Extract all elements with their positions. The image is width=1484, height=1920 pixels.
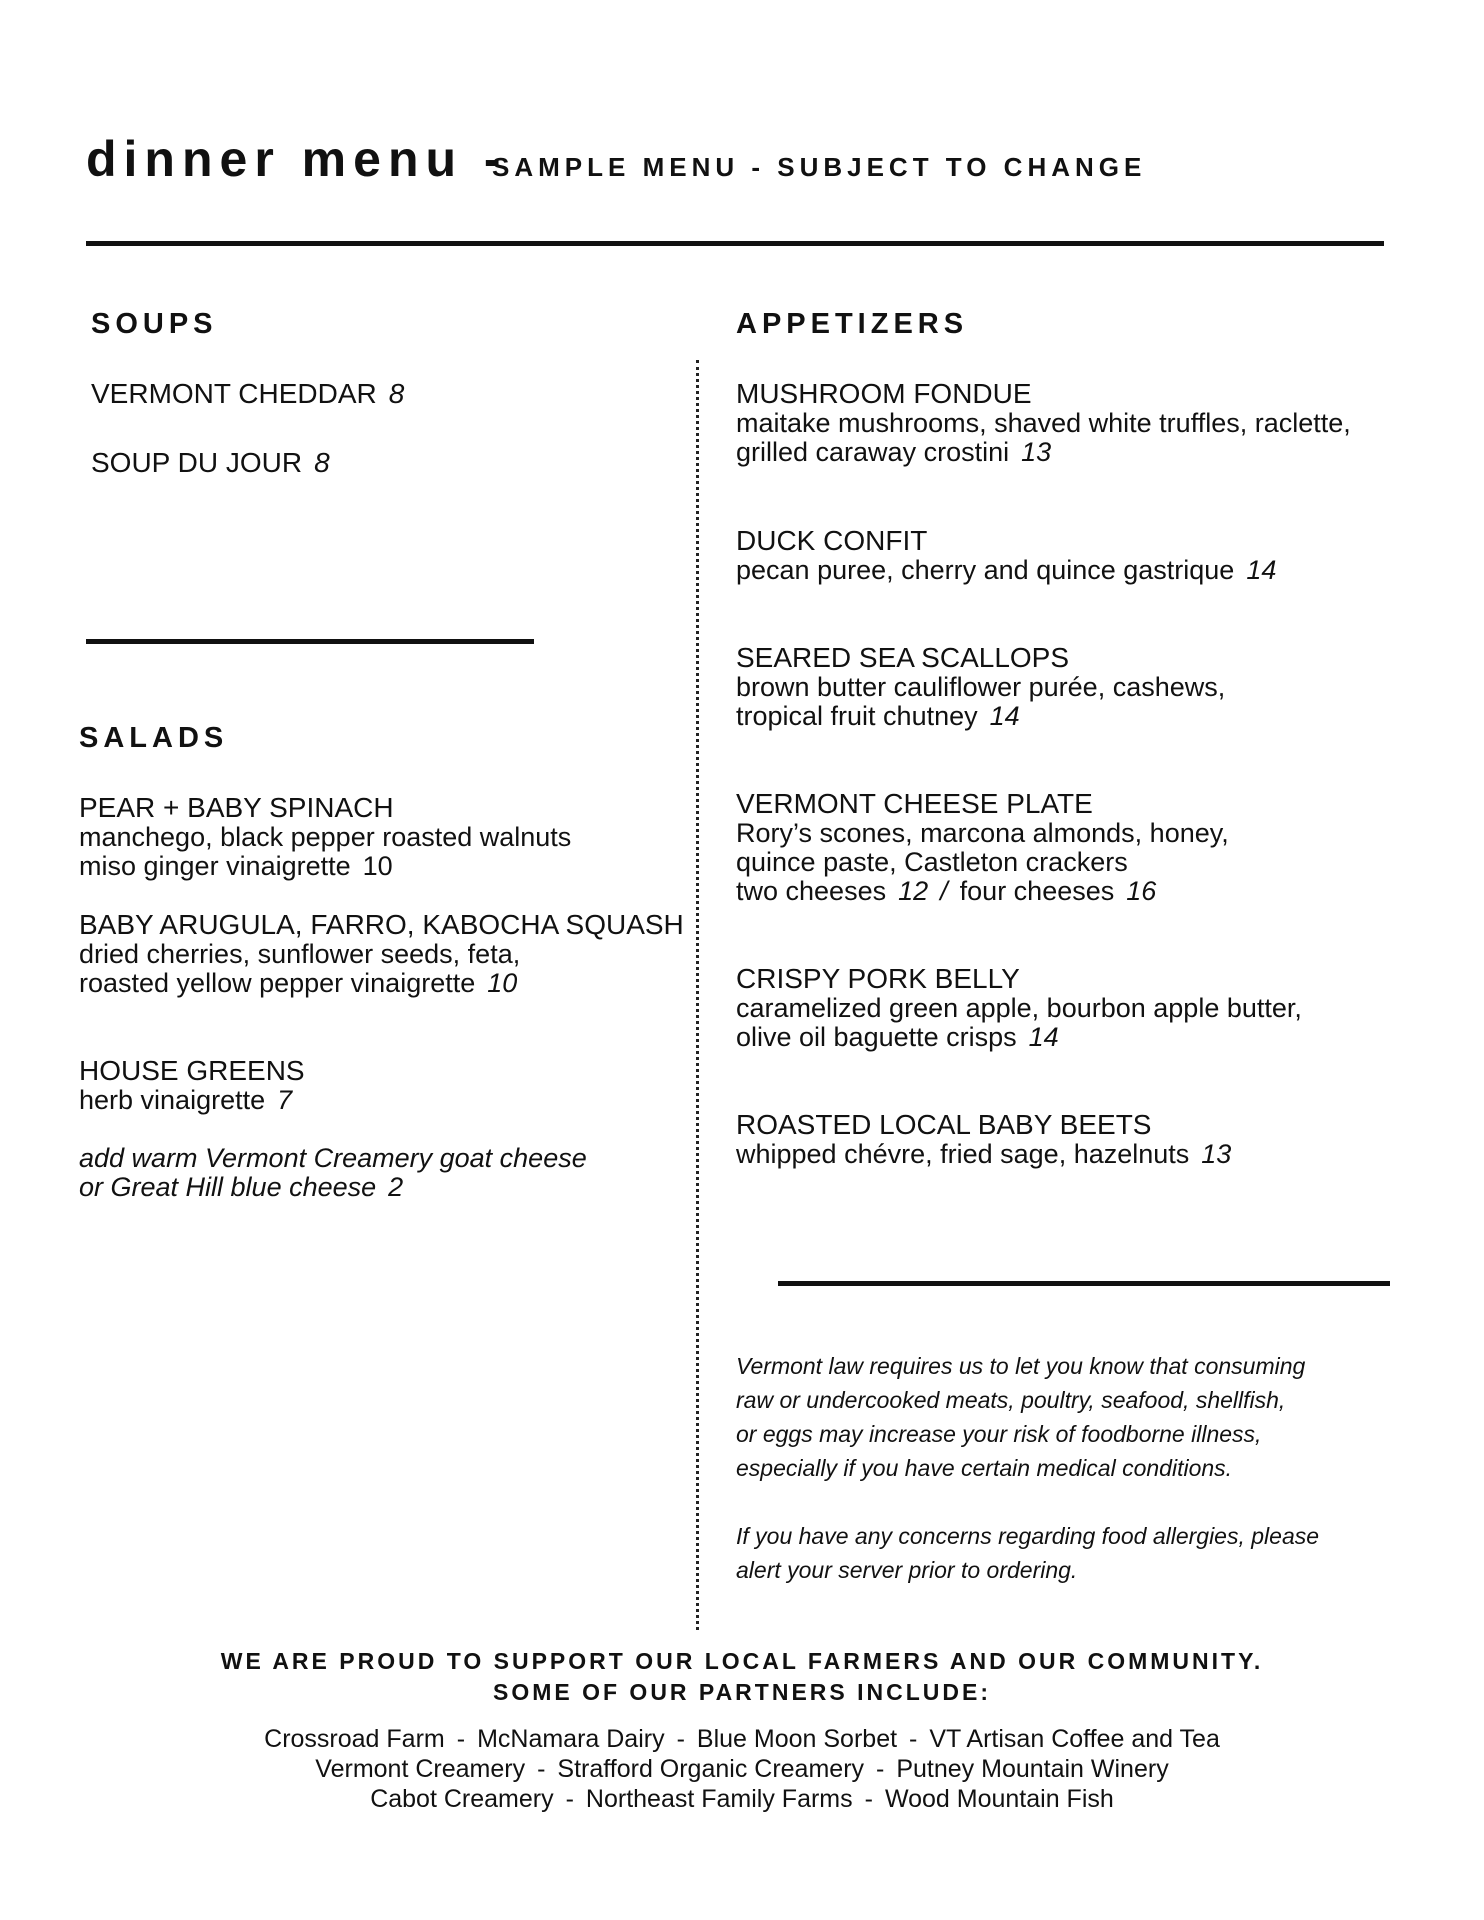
partner: Vermont Creamery	[315, 1755, 526, 1783]
partner: Wood Mountain Fish	[884, 1785, 1114, 1813]
item-price: 8	[314, 447, 330, 478]
partner: Strafford Organic Creamery	[557, 1755, 865, 1783]
notice-line: especially if you have certain medical conditions.	[736, 1455, 1233, 1481]
soups-heading: SOUPS	[91, 308, 218, 340]
item-price: 10	[362, 851, 393, 881]
notice-line: Vermont law requires us to let you know that consuming	[736, 1353, 1306, 1379]
page-title: dinner menu -	[86, 131, 508, 187]
item-description: herb vinaigrette 7	[79, 1085, 293, 1115]
item-name: VERMONT CHEDDAR	[91, 378, 377, 409]
item-name: DUCK CONFIT	[736, 525, 928, 556]
soup-item	[91, 448, 330, 478]
partners-row: Crossroad Farm - McNamara Dairy - Blue Moon Sorbet - VT Artisan Coffee and Tea	[264, 1725, 1220, 1753]
item-name: PEAR + BABY SPINACH	[79, 792, 394, 823]
item-description: grilled caraway crostini 13	[736, 437, 1052, 467]
partners-row: Cabot Creamery - Northeast Family Farms - Wood Mountain Fish	[370, 1785, 1114, 1813]
soups-rule	[86, 639, 534, 644]
partner: Blue Moon Sorbet	[696, 1725, 898, 1753]
appetizer-item	[736, 526, 1276, 585]
appetizer-item	[736, 1110, 1231, 1169]
item-name: ROASTED LOCAL BABY BEETS	[736, 1109, 1152, 1140]
item-name: HOUSE GREENS	[79, 1055, 305, 1086]
footer	[0, 1646, 1484, 1814]
item-description: quince paste, Castleton crackers	[736, 847, 1128, 877]
appetizer-item	[736, 379, 1351, 467]
salad-item	[79, 910, 684, 998]
appetizers-heading: APPETIZERS	[736, 308, 969, 340]
header-rule	[86, 241, 1384, 246]
partner: Cabot Creamery	[370, 1785, 554, 1813]
salad-item	[79, 1056, 305, 1115]
item-price: 13	[1201, 1139, 1232, 1169]
item-name: SEARED SEA SCALLOPS	[736, 642, 1070, 673]
item-price: 7	[277, 1085, 293, 1115]
item-description: dried cherries, sunflower seeds, feta,	[79, 939, 521, 969]
addon-line: add warm Vermont Creamery goat cheese	[79, 1143, 587, 1173]
appetizer-item	[736, 643, 1225, 731]
notice-line: or eggs may increase your risk of foodborne illness,	[736, 1421, 1262, 1447]
item-price: 13	[1021, 437, 1052, 467]
appetizer-item	[736, 964, 1302, 1052]
column-divider	[696, 360, 699, 1630]
partner: McNamara Dairy	[477, 1725, 665, 1753]
item-description: whipped chévre, fried sage, hazelnuts 13	[736, 1139, 1232, 1169]
item-options: two cheeses 12 / four cheeses 16	[736, 876, 1157, 906]
addon-price: 2	[388, 1172, 404, 1202]
item-description: olive oil baguette crisps 14	[736, 1022, 1059, 1052]
page-subtitle: SAMPLE MENU - SUBJECT TO CHANGE	[492, 152, 1147, 182]
allergy-line: alert your server prior to ordering.	[736, 1557, 1078, 1583]
item-description: pecan puree, cherry and quince gastrique 14	[736, 555, 1277, 585]
item-description: roasted yellow pepper vinaigrette 10	[79, 968, 518, 998]
partner: VT Artisan Coffee and Tea	[929, 1725, 1220, 1753]
notice-line: raw or undercooked meats, poultry, seafood, shellfish,	[736, 1387, 1286, 1413]
allergy-line: If you have any concerns regarding food allergies, please	[736, 1523, 1320, 1549]
option-separator: /	[940, 876, 948, 906]
item-description: tropical fruit chutney 14	[736, 701, 1020, 731]
item-price: 8	[388, 378, 405, 409]
partner: Northeast Family Farms	[585, 1785, 853, 1813]
salad-addon	[79, 1144, 587, 1202]
addon-line: or Great Hill blue cheese 2	[79, 1172, 404, 1202]
item-description: Rory’s scones, marcona almonds, honey,	[736, 818, 1229, 848]
item-price: 14	[1246, 555, 1277, 585]
appetizer-item	[736, 789, 1229, 906]
item-price: 10	[487, 968, 518, 998]
item-name: BABY ARUGULA, FARRO, KABOCHA SQUASH	[79, 909, 684, 940]
item-price: 14	[989, 701, 1020, 731]
item-description: brown butter cauliflower purée, cashews,	[736, 672, 1226, 702]
item-price: 12	[898, 876, 929, 906]
health-notice	[736, 1349, 1319, 1587]
item-name: CRISPY PORK BELLY	[736, 963, 1020, 994]
item-description: maitake mushrooms, shaved white truffles, raclette,	[736, 408, 1351, 438]
footer-heading: WE ARE PROUD TO SUPPORT OUR LOCAL FARMERS AND OUR COMMUNITY.	[220, 1648, 1264, 1674]
appetizers-rule	[778, 1281, 1390, 1286]
item-name: VERMONT CHEESE PLATE	[736, 788, 1093, 819]
partner: Crossroad Farm	[264, 1725, 445, 1753]
item-price: 16	[1126, 876, 1157, 906]
soup-item	[91, 379, 404, 409]
partners-row: Vermont Creamery - Strafford Organic Creamery - Putney Mountain Winery	[315, 1755, 1169, 1783]
partner: Putney Mountain Winery	[896, 1755, 1169, 1783]
footer-heading: SOME OF OUR PARTNERS INCLUDE:	[492, 1679, 992, 1705]
salad-item	[79, 793, 571, 881]
item-description: manchego, black pepper roasted walnuts	[79, 822, 572, 852]
item-name: SOUP DU JOUR	[91, 447, 303, 478]
item-description: miso ginger vinaigrette 10	[79, 851, 393, 881]
item-description: caramelized green apple, bourbon apple butter,	[736, 993, 1302, 1023]
item-price: 14	[1028, 1022, 1059, 1052]
salads-heading: SALADS	[79, 722, 229, 754]
item-name: MUSHROOM FONDUE	[736, 378, 1032, 409]
